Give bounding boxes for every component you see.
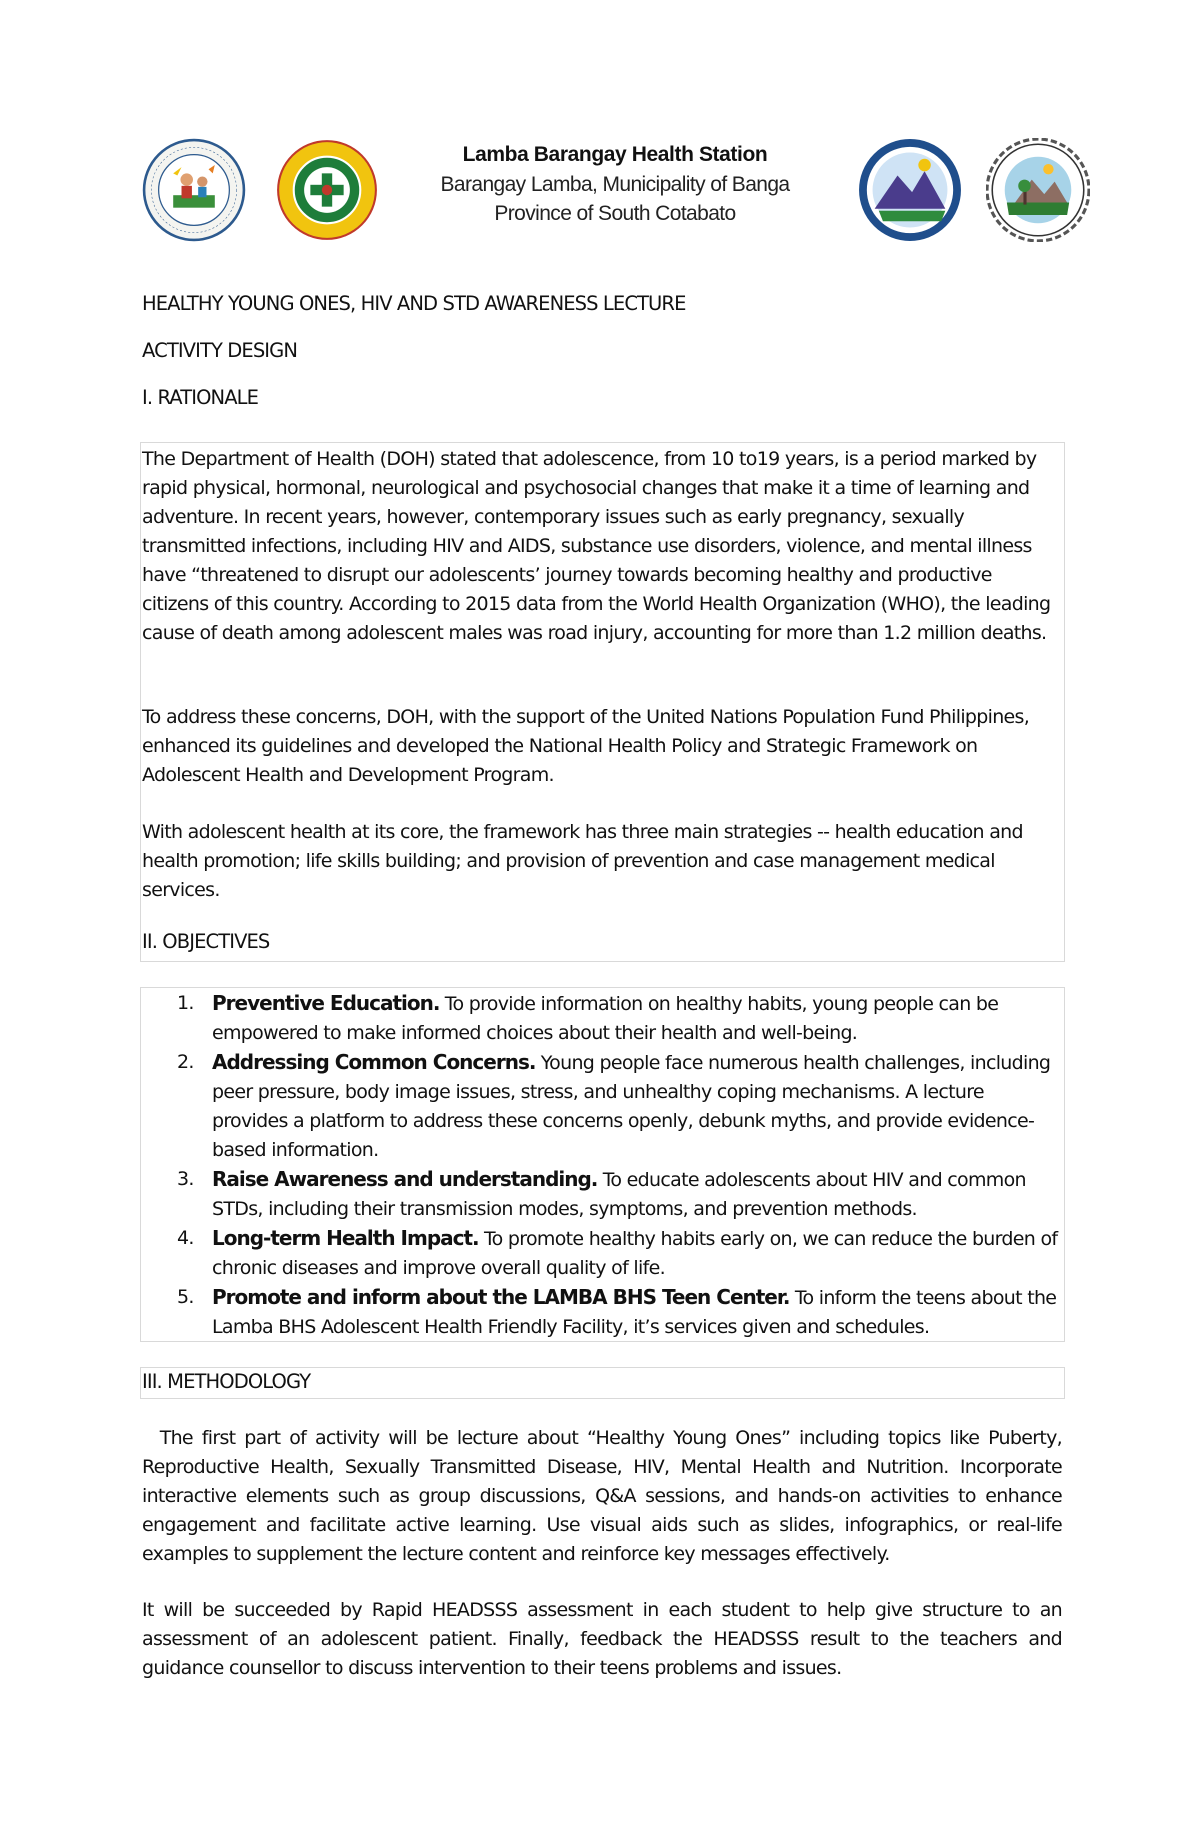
- address-line-1: Barangay Lamba, Municipality of Banga: [440, 173, 790, 196]
- objective-title: Addressing Common Concerns.: [212, 1050, 536, 1074]
- objective-text: To inform the teens about the Lamba BHS Adolescent Health Friendly Facility, it’s services given and schedules.: [212, 1287, 1057, 1338]
- rationale-heading: I. RATIONALE: [142, 386, 259, 409]
- sagisag-ng-bayan-logo: [986, 138, 1090, 242]
- list-number: 2.: [177, 1051, 194, 1073]
- objective-text: Young people face numerous health challenges, including peer pressure, body image issues, stress, and unhealthy coping mechanisms. A lecture provides a platform to address these concerns openly, debunk myths, and provide evidence-based information.: [212, 1052, 1051, 1161]
- list-item: [142, 1283, 1062, 1342]
- list-item: [142, 989, 1062, 1048]
- list-number: 4.: [177, 1227, 194, 1249]
- rationale-paragraph-1: The Department of Health (DOH) stated that adolescence, from 10 to19 years, is a period marked by rapid physical, hormonal, neurological and psychosocial changes that make it a time of learning and adventure. In recent years, however, contemporary issues such as early pregnancy, sexually transmitted infections, including HIV and AIDS, substance use disorders, violence, and mental illness have “threatened to disrupt our adolescents’ journey towards becoming healthy and productive citizens of this country. According to 2015 data from the World Health Organization (WHO), the leading cause of death among adolescent males was road injury, accounting for more than 1.2 million deaths.: [142, 448, 1051, 644]
- rationale-paragraph-3: With adolescent health at its core, the framework has three main strategies -- health education and health promotion; life skills building; and provision of prevention and case management medical services.: [142, 821, 1023, 901]
- list-number: 1.: [177, 992, 194, 1014]
- objectives-heading: II. OBJECTIVES: [142, 930, 270, 953]
- barangay-council-logo: [858, 138, 962, 242]
- objective-text: To educate adolescents about HIV and common STDs, including their transmission modes, symptoms, and prevention methods.: [212, 1169, 1026, 1220]
- station-name: Lamba Barangay Health Station: [462, 143, 768, 166]
- objective-text: To provide information on healthy habits, young people can be empowered to make informed choices about their health and well-being.: [212, 993, 999, 1044]
- objective-title: Preventive Education.: [212, 991, 440, 1015]
- list-number: 3.: [177, 1168, 194, 1190]
- methodology-paragraph-1: The first part of activity will be lecture about “Healthy Young Ones” including topics like Puberty, Reproductive Health, Sexually Transmitted Disease, HIV, Mental Health and Nutrition. Incorporate interactive elements such as group discussions, Q&A sessions, and hands-on activities to enhance engagement and facilitate active learning. Use visual aids such as slides, infographics, or real-life examples to supplement the lecture content and reinforce key messages effectively.: [142, 1427, 1068, 1565]
- methodology-paragraph-2: It will be succeeded by Rapid HEADSSS assessment in each student to help give structure to an assessment of an adolescent patient. Finally, feedback the HEADSSS result to the teachers and guidance counsellor to discuss intervention to their teens problems and issues.: [142, 1599, 1062, 1679]
- barangay-health-station-logo: [142, 138, 246, 242]
- department-of-health-logo: [275, 138, 379, 242]
- objective-title: Raise Awareness and understanding.: [212, 1167, 598, 1191]
- methodology-heading: III. METHODOLOGY: [142, 1370, 311, 1393]
- rationale-paragraph-2: To address these concerns, DOH, with the support of the United Nations Population Fund Philippines, enhanced its guidelines and developed the National Health Policy and Strategic Framework on Adolescent Health and Development Program.: [142, 706, 1030, 786]
- objective-title: Long-term Health Impact.: [212, 1226, 479, 1250]
- document-title: HEALTHY YOUNG ONES, HIV AND STD AWARENESS LECTURE: [142, 292, 686, 315]
- list-item: [142, 1165, 1062, 1224]
- objective-title: Promote and inform about the LAMBA BHS Teen Center.: [212, 1285, 790, 1309]
- list-number: 5.: [177, 1286, 194, 1308]
- objectives-list: [142, 989, 1062, 1342]
- letterhead: [420, 140, 810, 228]
- document-subtitle: ACTIVITY DESIGN: [142, 339, 298, 362]
- list-item: [142, 1048, 1062, 1165]
- objective-text: To promote healthy habits early on, we can reduce the burden of chronic diseases and improve overall quality of life.: [212, 1228, 1058, 1279]
- list-item: [142, 1224, 1062, 1283]
- address-line-2: Province of South Cotabato: [494, 202, 736, 225]
